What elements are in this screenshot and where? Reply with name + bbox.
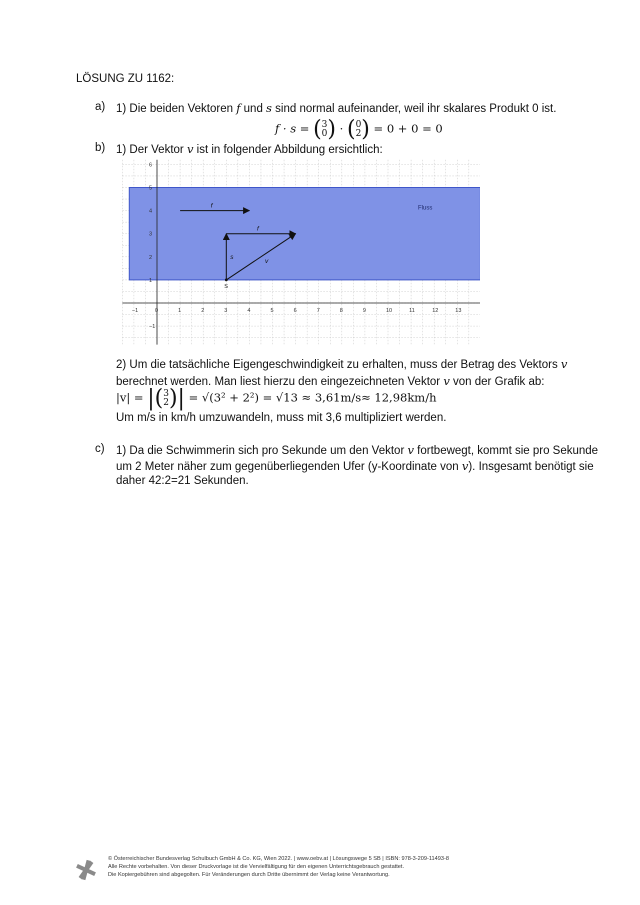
river-label: Fluss (418, 205, 433, 212)
x-tick-label: 1 (178, 308, 182, 314)
magnitude-equation: |v| = |(3 2)| = √(3² + 2²) = √13 ≈ 3,61m/s≈ 12,98km/h (116, 386, 437, 411)
dot-product-equation: f · s = (3 0) · (0 2) = 0 + 0 = 0 (275, 117, 443, 142)
vector-matrix: 3 2 (163, 388, 169, 408)
part-c-line2: um 2 Meter näher zum gegenüberliegenden Ufer (y-Koordinate von v). Insgesamt benötigt sie (116, 459, 594, 473)
point-s (225, 279, 228, 282)
vector-diagram (115, 155, 480, 355)
part-b-line1: 1) Der Vektor v ist in folgender Abbildung ersichtlich: (116, 142, 383, 156)
y-tick-label: 2 (149, 254, 153, 261)
x-tick-label: 8 (339, 308, 343, 314)
vector-matrix: 3 0 (321, 119, 328, 139)
point-s-label: S (224, 283, 228, 290)
x-tick-label: 0 (155, 308, 159, 314)
x-tick-label: 11 (409, 308, 415, 314)
y-tick-label: 4 (149, 208, 153, 215)
vector-matrix: 0 2 (355, 119, 362, 139)
x-tick-label: −1 (131, 308, 139, 314)
x-tick-label: 13 (455, 308, 462, 314)
vector-f-symbol: f (236, 101, 241, 115)
y-tick-label: 6 (149, 162, 153, 169)
footer-copyright: © Österreichischer Bundesverlag Schulbuch GmbH & Co. KG, Wien 2022. | www.oebv.at | Lösungswege 5 SB | ISBN: 978-3-209-11493-8 (108, 856, 449, 862)
part-c-label: c) (95, 443, 105, 455)
x-tick-label: 6 (293, 308, 297, 314)
x-tick-label: 12 (432, 308, 439, 314)
x-tick-label: 4 (247, 308, 251, 314)
y-tick-label: 3 (149, 231, 153, 238)
y-tick-label: 5 (149, 185, 153, 192)
vector-f-label: f (210, 202, 213, 210)
river-area (129, 185, 480, 280)
footer-fees: Die Kopiergebühren sind abgegolten. Für Veränderungen durch Dritte übernimmt der Verlag keine Verantwortung. (108, 872, 390, 878)
vector-v-symbol: v (186, 142, 194, 156)
part-b-label: b) (95, 142, 106, 154)
x-tick-label: 9 (362, 308, 366, 314)
part-b-line3: berechnet werden. Man liest hierzu den eingezeichneten Vektor v von der Grafik ab: (116, 374, 545, 388)
vector-f-label: f (256, 225, 259, 233)
x-tick-label: 5 (270, 308, 274, 314)
part-b-line2: 2) Um die tatsächliche Eigengeschwindigkeit zu erhalten, muss der Betrag des Vektors v (116, 357, 568, 371)
part-a-line1: 1) Die beiden Vektoren f und s sind normal aufeinander, weil ihr skalares Produkt 0 ist. (116, 101, 557, 115)
vector-v-label: v (264, 257, 269, 265)
vector-s-label: s (230, 253, 234, 261)
x-tick-label: 3 (224, 308, 228, 314)
footer-rights: Alle Rechte vorbehalten. Von dieser Druckvorlage ist die Vervielfältigung für den eigenen Unterrichtsgebrauch gestattet. (108, 864, 405, 870)
part-a-label: a) (95, 101, 106, 113)
part-c-line3: daher 42:2=21 Sekunden. (116, 475, 249, 487)
x-tick-label: 10 (386, 308, 393, 314)
x-tick-label: 2 (201, 308, 205, 314)
publisher-logo-icon (74, 858, 98, 882)
x-tick-label: 7 (316, 308, 320, 314)
page-title: LÖSUNG ZU 1162: (76, 73, 175, 85)
vector-s-symbol: s (266, 101, 272, 115)
part-b-line5: Um m/s in km/h umzuwandeln, muss mit 3,6 multipliziert werden. (116, 412, 447, 424)
part-c-line1: 1) Da die Schwimmerin sich pro Sekunde um den Vektor v fortbewegt, kommt sie pro Sekunde (116, 443, 599, 457)
y-tick-label: 1 (149, 277, 153, 284)
y-tick-label: −1 (149, 324, 156, 331)
